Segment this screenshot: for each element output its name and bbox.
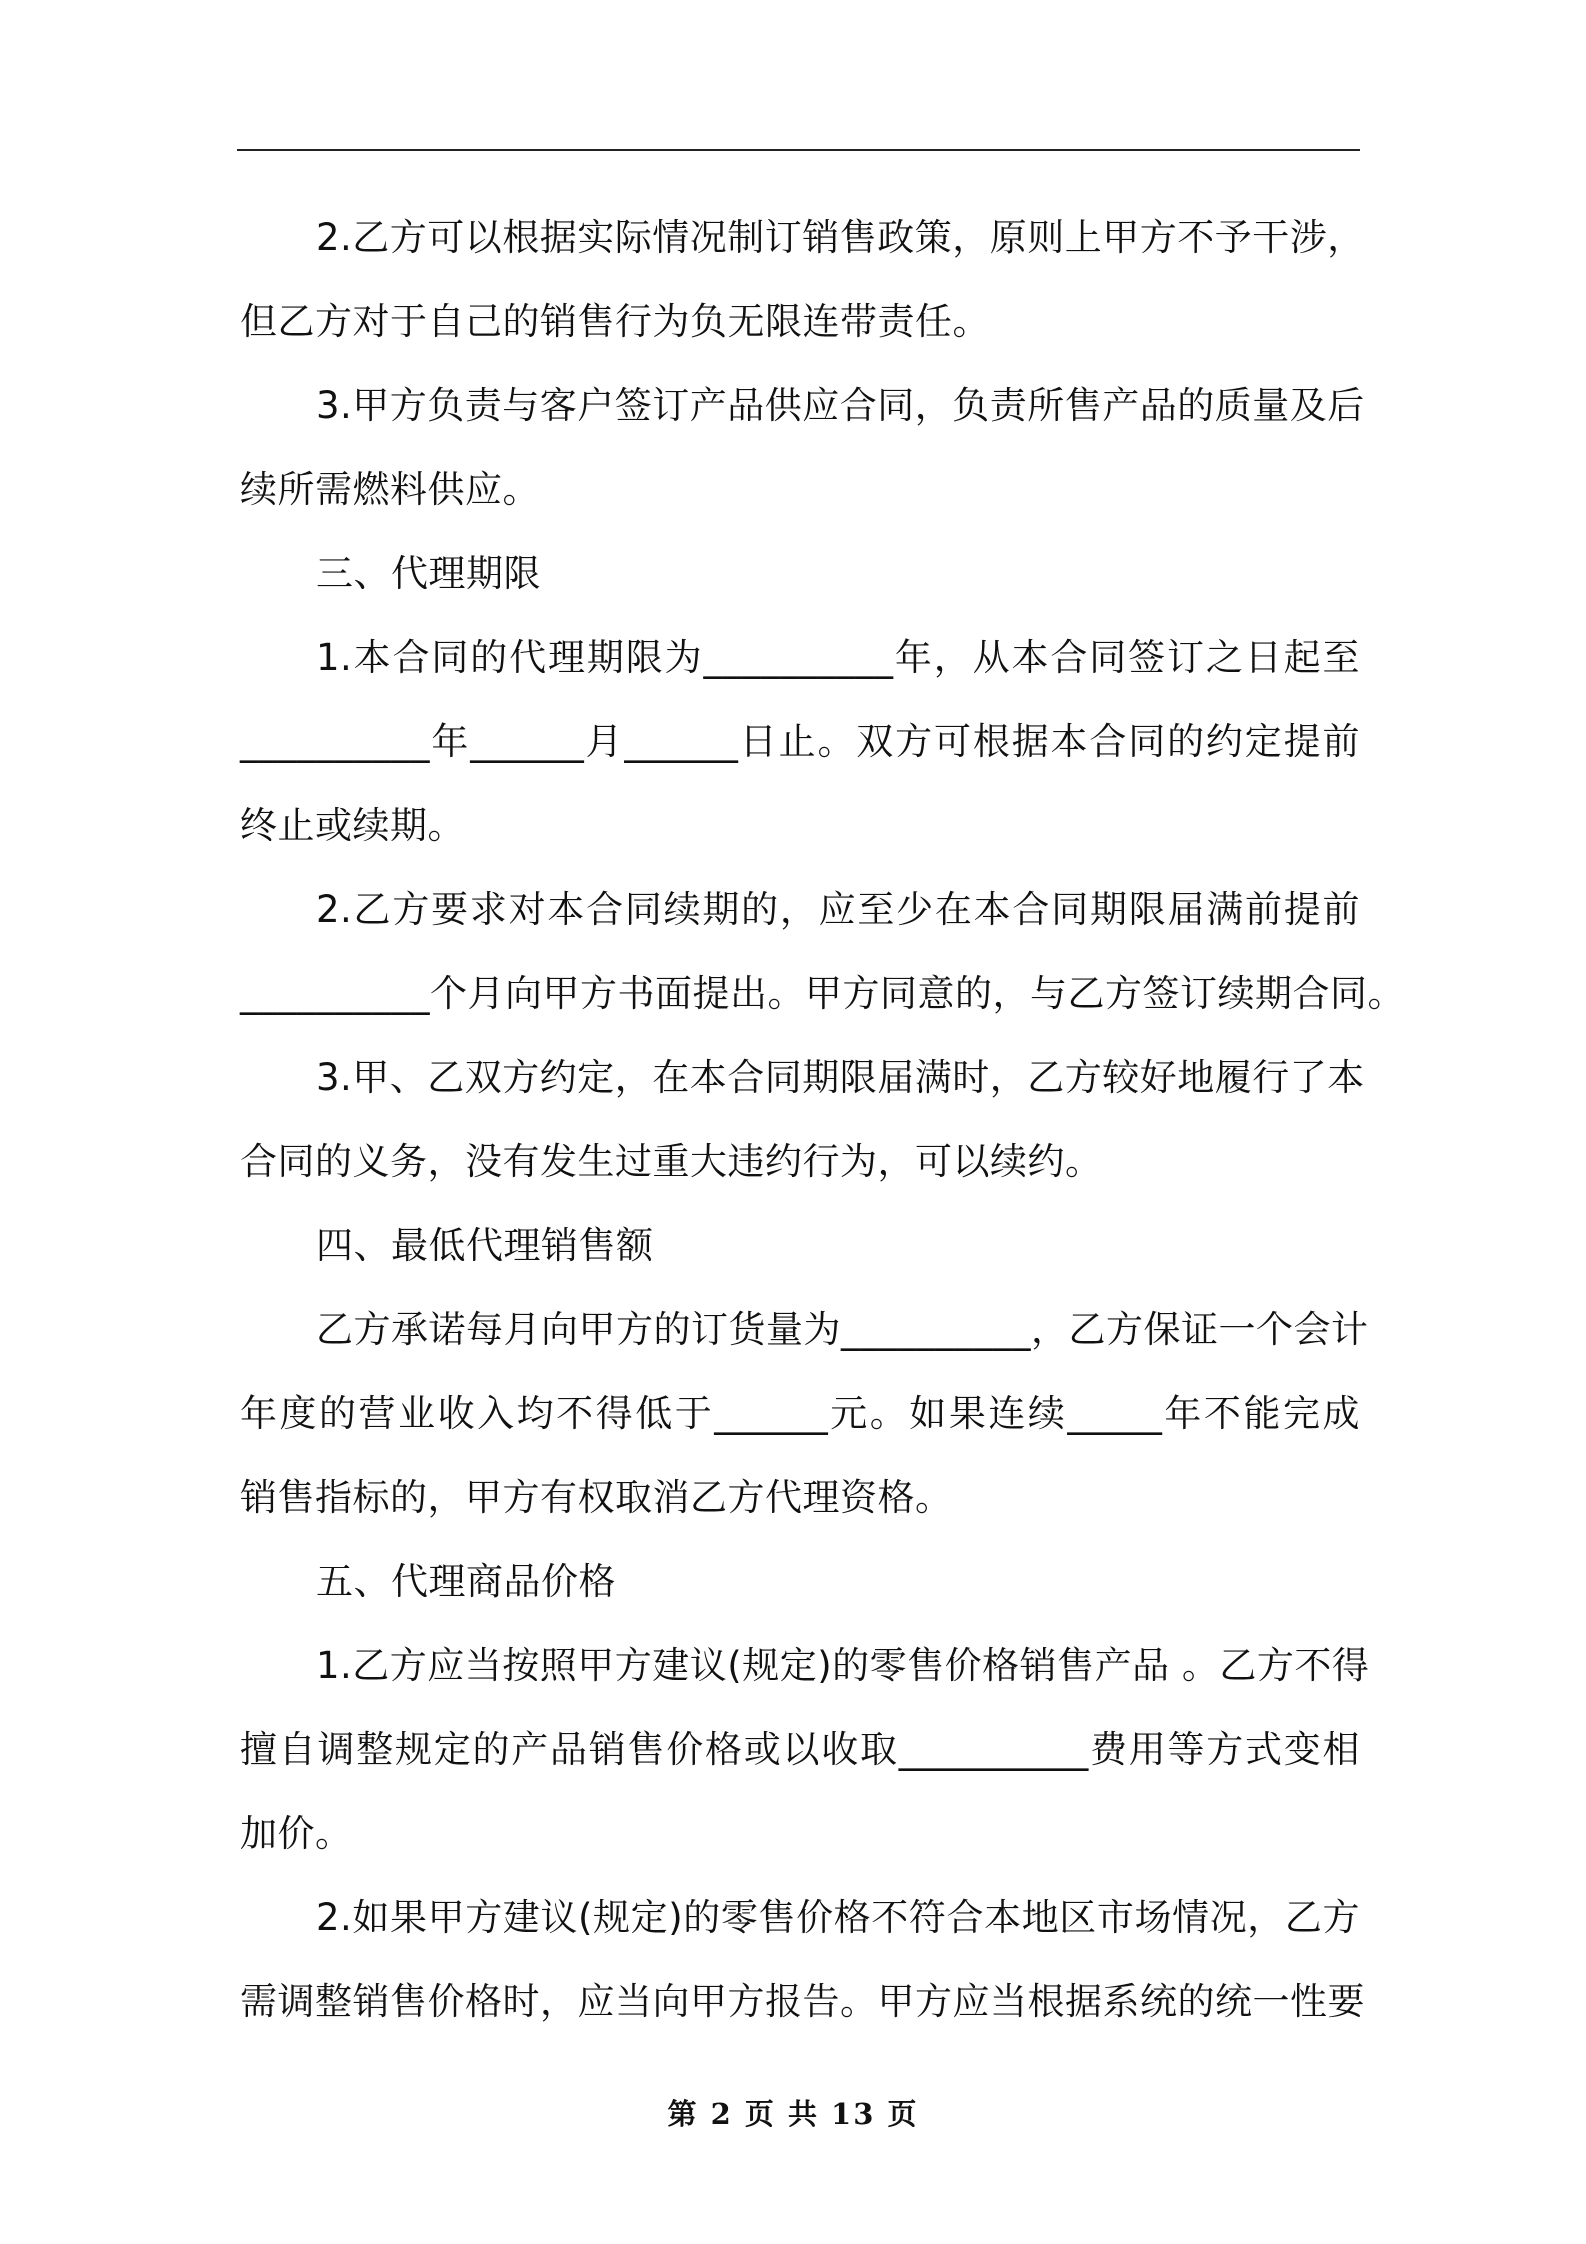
paragraph-line: 需调整销售价格时，应当向甲方报告。甲方应当根据系统的统一性要 bbox=[240, 1980, 1365, 2023]
paragraph-line: 3.甲方负责与客户签订产品供应合同，负责所售产品的质量及后 bbox=[316, 384, 1365, 427]
paragraph-line: 乙方承诺每月向甲方的订货量为__________，乙方保证一个会计 bbox=[316, 1308, 1369, 1351]
paragraph-line: 销售指标的，甲方有权取消乙方代理资格。 bbox=[240, 1476, 953, 1519]
paragraph-line: 合同的义务，没有发生过重大违约行为，可以续约。 bbox=[240, 1140, 1103, 1183]
paragraph-line: __________个月向甲方书面提出。甲方同意的，与乙方签订续期合同。 bbox=[240, 972, 1405, 1015]
header-rule bbox=[237, 149, 1360, 151]
paragraph-line: 年度的营业收入均不得低于______元。如果连续_____年不能完成 bbox=[240, 1392, 1360, 1435]
section-heading: 三、代理期限 bbox=[316, 552, 541, 595]
paragraph-line: 终止或续期。 bbox=[240, 804, 465, 847]
paragraph-line: 续所需燃料供应。 bbox=[240, 468, 540, 511]
paragraph-line: 擅自调整规定的产品销售价格或以收取__________费用等方式变相 bbox=[240, 1728, 1360, 1771]
paragraph-line: __________年______月______日止。双方可根据本合同的约定提前 bbox=[240, 720, 1360, 763]
section-heading: 四、最低代理销售额 bbox=[316, 1224, 654, 1267]
paragraph-line: 加价。 bbox=[240, 1812, 353, 1855]
paragraph-line: 3.甲、乙双方约定，在本合同期限届满时，乙方较好地履行了本 bbox=[316, 1056, 1365, 1099]
paragraph-line: 2.乙方要求对本合同续期的，应至少在本合同期限届满前提前 bbox=[316, 888, 1360, 931]
page-number: 第 2 页 共 13 页 bbox=[667, 2097, 919, 2131]
paragraph-line: 1.乙方应当按照甲方建议(规定)的零售价格销售产品 。乙方不得 bbox=[316, 1644, 1370, 1687]
paragraph-line: 1.本合同的代理期限为__________年，从本合同签订之日起至 bbox=[316, 636, 1360, 679]
paragraph-line: 2.乙方可以根据实际情况制订销售政策，原则上甲方不予干涉， bbox=[316, 216, 1365, 259]
section-heading: 五、代理商品价格 bbox=[316, 1560, 616, 1603]
paragraph-line: 但乙方对于自己的销售行为负无限连带责任。 bbox=[240, 300, 990, 343]
document-body bbox=[240, 196, 1405, 2044]
paragraph-line: 2.如果甲方建议(规定)的零售价格不符合本地区市场情况，乙方 bbox=[316, 1896, 1360, 1939]
